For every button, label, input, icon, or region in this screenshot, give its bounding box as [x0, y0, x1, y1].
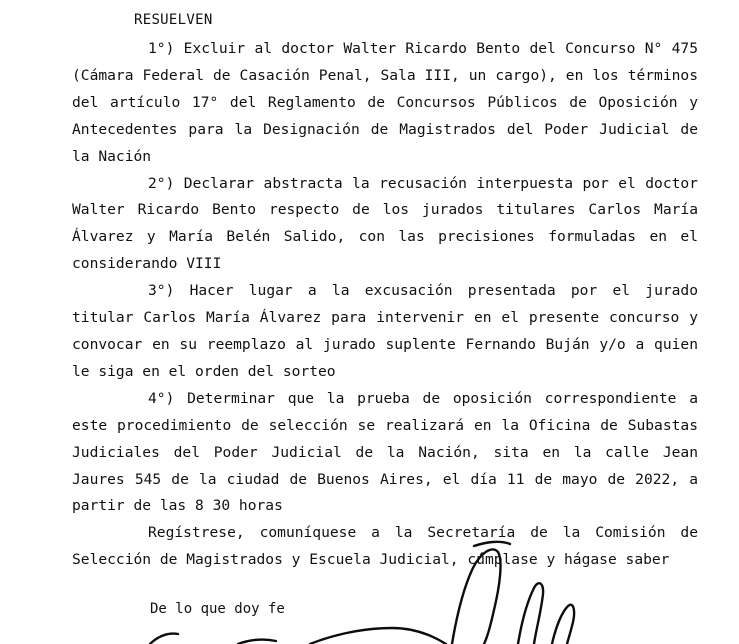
resolution-body [72, 36, 698, 574]
registration-paragraph: Regístrese, comuníquese a la Secretaría de la Comisión de Selección de Magistrados y Escuela Judicial, cúmplase y hágase saber [72, 524, 698, 569]
resolution-item-1: 1°) Excluir al doctor Walter Ricardo Bento del Concurso N° 475 (Cámara Federal de Casación Penal, Sala III, un cargo), en los términos del artículo 17° del Reglamento de Concursos Públicos de Oposición y Antecedentes para la Designación de Magistrados del Poder Judicial de la Nación [72, 40, 698, 165]
resolution-item-4: 4°) Determinar que la prueba de oposición correspondiente a este procedimiento de selección se realizará en la Oficina de Subastas Judiciales del Poder Judicial de la Nación, sita en la calle Jean Jaures 545 de la ciudad de Buenos Aires, el día 11 de mayo de 2022, a partir de las 8 30 horas [72, 389, 698, 515]
resolution-item-3: 3°) Hacer lugar a la excusación presentada por el jurado titular Carlos María Álvarez para intervenir en el presente concurso y convocar en su reemplazo al jurado suplente Fernando Buján y/o a quien le siga en el orden del sorteo [72, 282, 698, 380]
resolution-item-2: 2°) Declarar abstracta la recusación interpuesta por el doctor Walter Ricardo Bento respecto de los jurados titulares Carlos María Álvarez y María Belén Salido, con las precisiones formuladas en el considerando VIII [72, 174, 698, 273]
resolution-heading: RESUELVEN [134, 12, 213, 28]
closing-line: De lo que doy fe [150, 601, 285, 617]
